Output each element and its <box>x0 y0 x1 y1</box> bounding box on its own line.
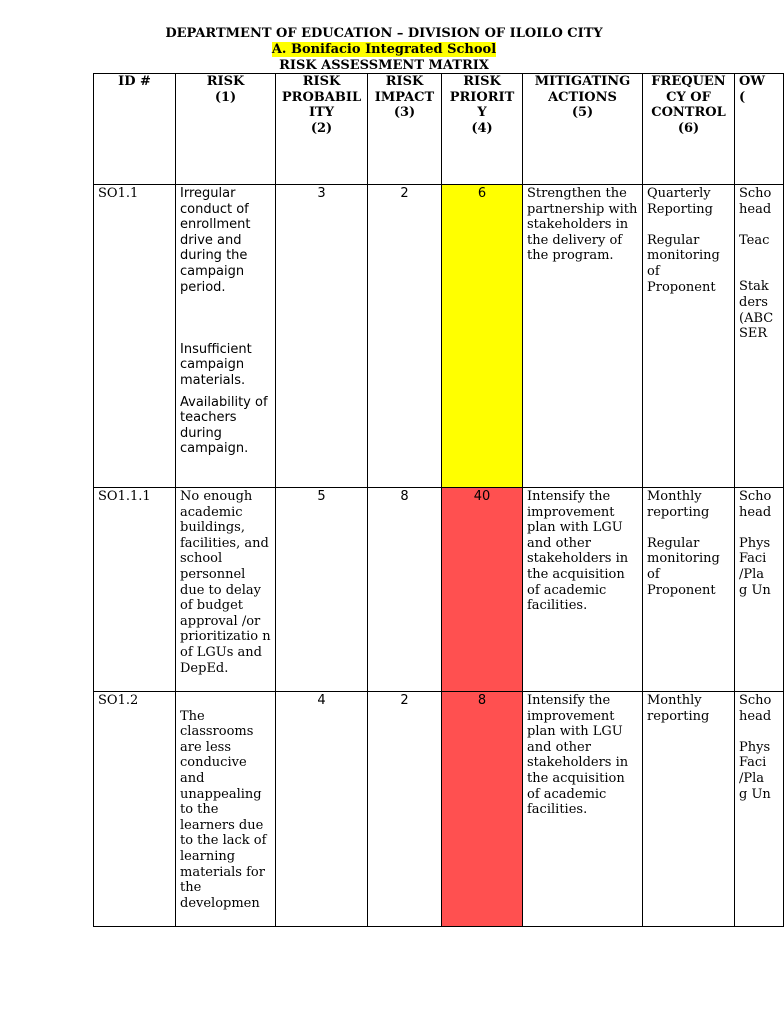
risk-priority: 8 <box>442 692 523 927</box>
risk-description: No enough academic buildings, facilities, and school personnel due to delay of budget approval /or prioritizatio n of LGUs and DepEd. <box>176 488 276 692</box>
risk-impact: 2 <box>368 185 442 488</box>
row-id: SO1.2 <box>94 692 176 927</box>
risk-owner: Scho head Phys Faci /Pla g Un <box>735 488 784 692</box>
control-frequency: Monthly reporting <box>643 692 735 927</box>
table-row <box>94 692 784 927</box>
matrix-title: RISK ASSESSMENT MATRIX <box>279 58 489 73</box>
school-name-heading <box>0 42 768 58</box>
risk-impact: 2 <box>368 692 442 927</box>
col-header-probability: RISK PROBABIL ITY (2) <box>276 74 368 185</box>
risk-probability: 4 <box>276 692 368 927</box>
mitigating-actions: Intensify the improvement plan with LGU and other stakeholders in the acquisition of academic facilities. <box>523 692 643 927</box>
col-header-frequency: FREQUEN CY OF CONTROL (6) <box>643 74 735 185</box>
col-header-priority: RISK PRIORIT Y (4) <box>442 74 523 185</box>
mitigating-actions: Intensify the improvement plan with LGU and other stakeholders in the acquisition of academic facilities. <box>523 488 643 692</box>
col-header-risk: RISK (1) <box>176 74 276 185</box>
mitigating-actions: Strengthen the partnership with stakeholders in the delivery of the program. <box>523 185 643 488</box>
risk-description: The classrooms are less conducive and unappealing to the learners due to the lack of learning materials for the developmen <box>176 692 276 927</box>
risk-probability: 3 <box>276 185 368 488</box>
control-frequency: Monthly reporting Regular monitoring of Proponent <box>643 488 735 692</box>
col-header-owner: OW ( <box>735 74 784 185</box>
row-id: SO1.1.1 <box>94 488 176 692</box>
risk-assessment-table <box>93 73 784 927</box>
risk-owner: Scho head Teac Stak ders (ABC SER <box>735 185 784 488</box>
table-row <box>94 488 784 692</box>
department-heading: DEPARTMENT OF EDUCATION – DIVISION OF ILOILO CITY <box>165 26 603 41</box>
risk-description: Irregular conduct of enrollment drive and during the campaign period. Insufficient campaign materials. Availability of teachers during campaign. <box>176 185 276 488</box>
school-name-highlight: A. Bonifacio Integrated School <box>271 42 497 57</box>
risk-probability: 5 <box>276 488 368 692</box>
risk-priority: 6 <box>442 185 523 488</box>
header-row <box>94 74 784 185</box>
risk-priority: 40 <box>442 488 523 692</box>
risk-owner: Scho head Phys Faci /Pla g Un <box>735 692 784 927</box>
table-row <box>94 185 784 488</box>
col-header-id: ID # <box>94 74 176 185</box>
risk-impact: 8 <box>368 488 442 692</box>
row-id: SO1.1 <box>94 185 176 488</box>
control-frequency: Quarterly Reporting Regular monitoring of Proponent <box>643 185 735 488</box>
col-header-impact: RISK IMPACT (3) <box>368 74 442 185</box>
col-header-mitigating: MITIGATING ACTIONS (5) <box>523 74 643 185</box>
